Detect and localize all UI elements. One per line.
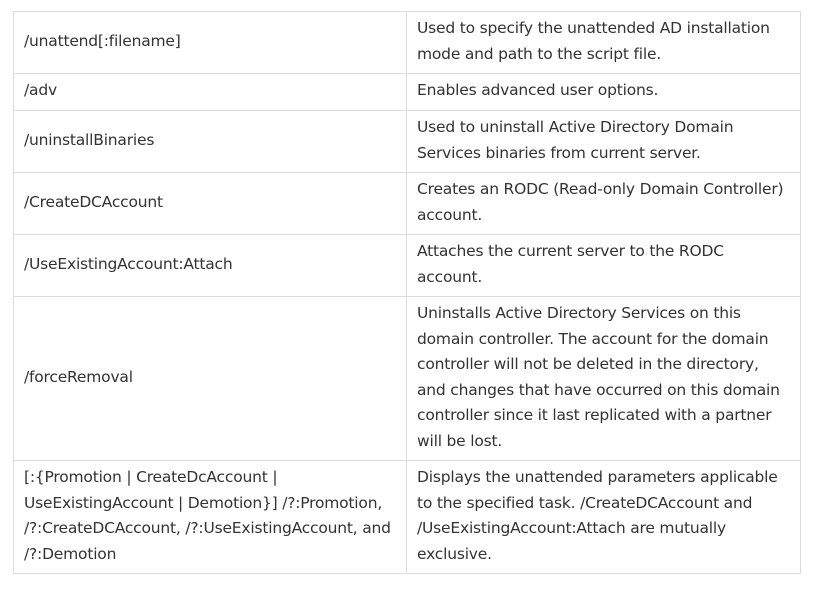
description-cell: Attaches the current server to the RODC account. [407, 235, 801, 297]
description-cell: Displays the unattended parameters applicable to the specified task. /CreateDCAccount and /UseExistingAccount:Attach are mutually exclusive. [407, 461, 801, 574]
table-row [14, 235, 801, 297]
description-cell: Used to uninstall Active Directory Domain Services binaries from current server. [407, 111, 801, 173]
param-cell: /uninstallBinaries [14, 111, 407, 173]
description-cell: Creates an RODC (Read-only Domain Controller) account. [407, 173, 801, 235]
description-cell: Enables advanced user options. [407, 74, 801, 111]
param-cell: /unattend[:filename] [14, 12, 407, 74]
parameters-table [13, 11, 801, 574]
table-row [14, 111, 801, 173]
description-cell: Uninstalls Active Directory Services on this domain controller. The account for the domain controller will not be deleted in the directory, and changes that have occurred on this domain controller since it last replicated with a partner will be lost. [407, 297, 801, 461]
parameters-table-container [13, 11, 800, 574]
table-row [14, 74, 801, 111]
table-row [14, 461, 801, 574]
table-row [14, 12, 801, 74]
param-cell: /UseExistingAccount:Attach [14, 235, 407, 297]
param-cell: /forceRemoval [14, 297, 407, 461]
param-cell: [:{Promotion | CreateDcAccount | UseExistingAccount | Demotion}] /?:Promotion, /?:CreateDCAccount, /?:UseExistingAccount, and /?:Demotion [14, 461, 407, 574]
table-row [14, 173, 801, 235]
description-cell: Used to specify the unattended AD installation mode and path to the script file. [407, 12, 801, 74]
param-cell: /adv [14, 74, 407, 111]
param-cell: /CreateDCAccount [14, 173, 407, 235]
table-row [14, 297, 801, 461]
